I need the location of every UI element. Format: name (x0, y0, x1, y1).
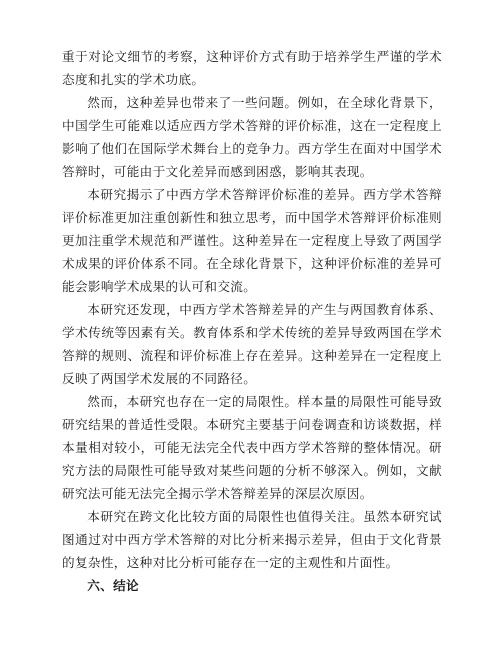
paragraph-continuation: 重于对论文细节的考察，这种评价方式有助于培养学生严谨的学术态度和扎实的学术功底。 (62, 49, 442, 87)
document-page (62, 45, 442, 597)
paragraph-evaluation-standards: 本研究揭示了中西方学术答辩评价标准的差异。西方学术答辩评价标准更加注重创新性和独立思考，而中国学术答辩评价标准则更加注重学术规范和严谨性。这种差异在一定程度上导致了两国学术成果的评价体系不同。在全球化背景下，这种评价标准的差异可能会影响学术成果的认可和交流。 (62, 187, 442, 294)
paragraph-cross-cultural-limitations: 本研究在跨文化比较方面的局限性也值得关注。虽然本研究试图通过对中西方学术答辩的对比分析来揭示差异，但由于文化背景的复杂性，这种对比分析可能存在一定的主观性和片面性。 (62, 509, 442, 570)
section-heading-conclusion: 六、结论 (87, 578, 139, 593)
paragraph-causes: 本研究还发现，中西方学术答辩差异的产生与两国教育体系、学术传统等因素有关。教育体系和学术传统的差异导致两国在学术答辩的规则、流程和评价标准上存在差异。这种差异在一定程度上反映了两国学术发展的不同路径。 (62, 302, 442, 386)
paragraph-limitations: 然而，本研究也存在一定的局限性。样本量的局限性可能导致研究结果的普适性受限。本研究主要基于问卷调查和访谈数据，样本量相对较小，可能无法完全代表中西方学术答辩的整体情况。研究方法的局限性可能导致对某些问题的分析不够深入。例如，文献研究法可能无法完全揭示学术答辩差异的深层次原因。 (62, 394, 442, 501)
paragraph-issues: 然而，这种差异也带来了一些问题。例如，在全球化背景下，中国学生可能难以适应西方学术答辩的评价标准，这在一定程度上影响了他们在国际学术舞台上的竞争力。西方学生在面对中国学术答辩时，可能由于文化差异而感到困惑，影响其表现。 (62, 95, 442, 179)
